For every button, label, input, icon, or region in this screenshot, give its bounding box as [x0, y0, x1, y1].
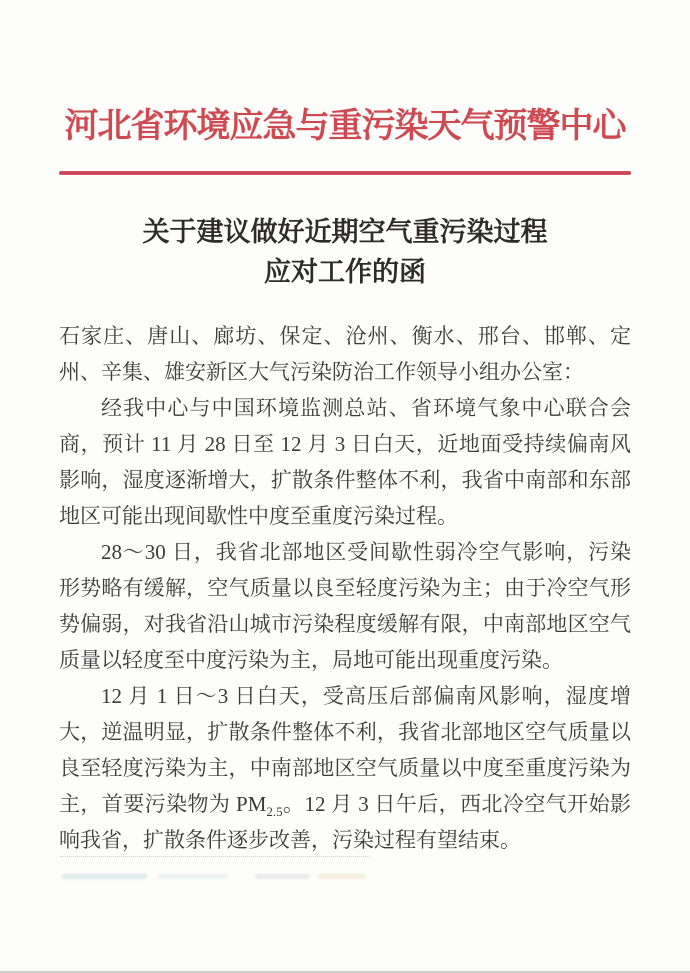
paragraph-nov-28-30: 28～30 日，我省北部地区受间歇性弱冷空气影响，污染形势略有缓解，空气质量以良至轻度污染为主；由于冷空气形势偏弱，对我省沿山城市污染程度缓解有限，中南部地区空气质量以轻度至中度污染为主，局地可能出现重度污染。	[59, 540, 631, 672]
paragraph-dec-1-3-text-after-pm25: 。12 月 3 日午后，西北冷空气开始影响我省，扩散条件逐步改善，污染过程有望结束。	[59, 792, 631, 852]
document-body	[59, 318, 631, 858]
scan-artifact-dotted-line	[60, 856, 370, 857]
scan-artifact-smudge	[318, 874, 366, 879]
letterhead-org-name: 河北省环境应急与重污染天气预警中心	[64, 108, 626, 145]
document-title-line-2: 应对工作的函	[264, 257, 426, 287]
scan-artifact-smudge	[62, 874, 147, 879]
pm25-subscript: 2.5	[266, 804, 283, 820]
paragraph-dec-1-3	[59, 678, 631, 858]
scan-artifact-smudge	[255, 874, 310, 879]
document-title-line-1: 关于建议做好近期空气重污染过程	[142, 217, 548, 247]
paragraph-dec-1-3-text-before-pm25: 12 月 1 日～3 日白天，受高压后部偏南风影响，湿度增大，逆温明显，扩散条件整体不利，我省北部地区空气质量以良至轻度污染为主，中南部地区空气质量以中度至重度污染为主，首要污染物为 PM	[59, 684, 631, 816]
letterhead-divider-rule	[59, 171, 631, 175]
document-title	[0, 212, 690, 292]
scan-artifact-smudge	[158, 874, 228, 879]
recipients-line: 石家庄、唐山、廊坊、保定、沧州、衡水、邢台、邯郸、定州、辛集、雄安新区大气污染防治工作领导小组办公室：	[59, 324, 631, 384]
paragraph-forecast-overview: 经我中心与中国环境监测总站、省环境气象中心联合会商，预计 11 月 28 日至 12 月 3 日白天，近地面受持续偏南风影响，湿度逐渐增大，扩散条件整体不利，我省中南部和东部地区可能出现间歇性中度至重度污染过程。	[59, 396, 631, 528]
